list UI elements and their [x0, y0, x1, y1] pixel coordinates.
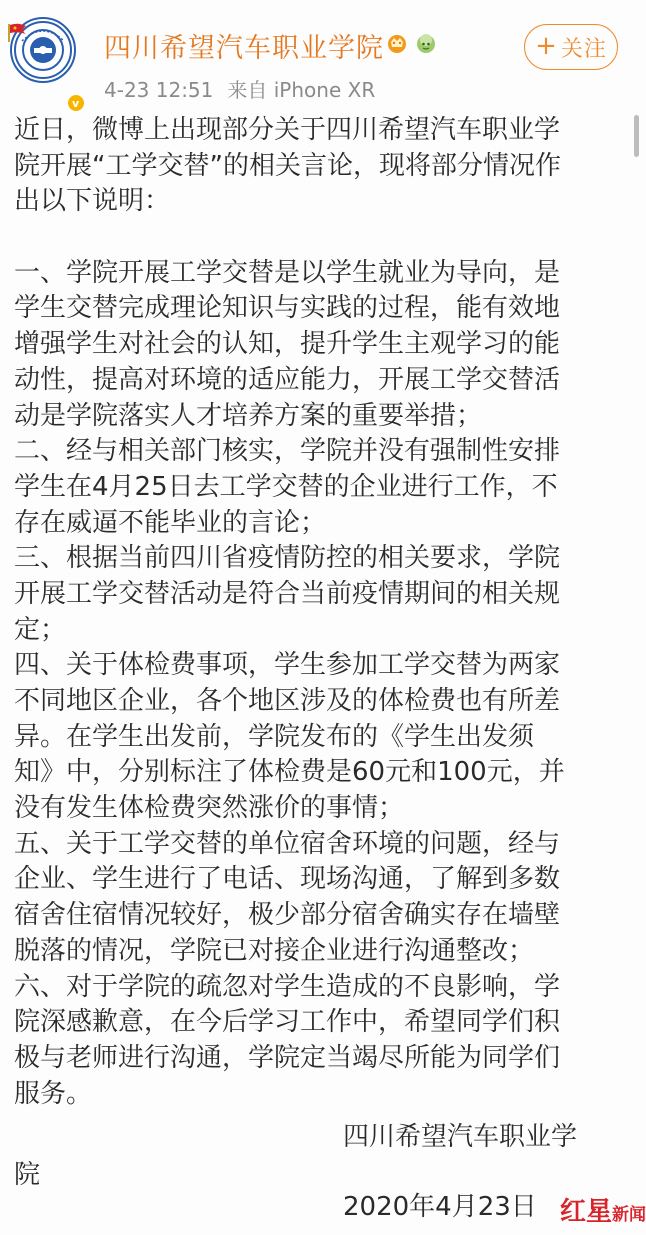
follow-label: 关注: [560, 36, 607, 62]
scrollbar[interactable]: [634, 115, 639, 157]
body-line: 没有发生体检费突然涨价的事情；: [14, 793, 405, 824]
body-line: 动性，提高对环境的适应能力，开展工学交替活: [14, 364, 561, 395]
signature-date: 2020年4月23日: [343, 1192, 537, 1222]
svg-text:v: v: [72, 97, 80, 110]
plus-icon: +: [535, 31, 558, 61]
body-line: 六、对于学院的疏忽对学生造成的不良影响，学: [14, 971, 561, 1002]
body-line: 增强学生对社会的认知，提升学生主观学习的能: [14, 329, 561, 360]
body-line: 学生交替完成理论知识与实践的过程，能有效地: [14, 293, 561, 324]
body-line: 院深感歉意，在今后学习工作中，希望同学们积: [14, 1007, 561, 1038]
author-name[interactable]: 四川希望汽车职业学院: [104, 33, 384, 64]
verified-badge-icon: [66, 93, 86, 113]
post-body: [14, 113, 620, 1112]
body-line: 动是学院落实人才培养方案的重要举措；: [14, 400, 483, 431]
body-line: 四、关于体检费事项，学生参加工学交替为两家: [14, 650, 561, 681]
body-line: 三、根据当前四川省疫情防控的相关要求，学院: [14, 543, 561, 574]
watermark-part1: 红星: [560, 1197, 613, 1227]
body-line: 二、经与相关部门核实，学院并没有强制性安排: [14, 436, 561, 467]
body-line: 不同地区企业，各个地区涉及的体检费也有所差: [14, 686, 561, 716]
body-line: 院开展“工学交替”的相关言论，现将部分情况作: [14, 150, 561, 181]
fan-badge-icon: [415, 32, 437, 54]
signature-org: 四川希望汽车职业学: [343, 1122, 578, 1152]
post-source: 来自 iPhone XR: [227, 78, 376, 102]
signature-org-cont: 院: [14, 1160, 41, 1190]
body-line: 开展工学交替活动是符合当前疫情期间的相关规: [14, 578, 561, 609]
body-line: 五、关于工学交替的单位宿舍环境的问题，经与: [14, 828, 561, 859]
body-line: 宿舍住宿情况较好，极少部分宿舍确实存在墙壁: [14, 900, 561, 931]
post-timestamp: 4-23 12:51: [104, 78, 214, 102]
body-line: [14, 220, 620, 256]
body-line: 一、学院开展工学交替是以学生就业为导向，是: [14, 257, 561, 288]
body-line: 定；: [14, 614, 67, 645]
flag-icon: [6, 22, 30, 44]
post-header: [0, 0, 641, 110]
body-line: 异。在学生出发前，学院发布的《学生出发须: [14, 721, 535, 752]
post-meta: [104, 74, 375, 103]
follow-button[interactable]: [524, 24, 618, 70]
body-line: 出以下说明：: [14, 186, 171, 217]
body-line: 存在威逼不能毕业的言论；: [14, 507, 327, 538]
body-line: 企业、学生进行了电话、现场沟通，了解到多数: [14, 864, 561, 895]
body-line: 学生在4月25日去工学交替的企业进行工作，不: [14, 471, 558, 502]
body-line: 脱落的情况，学院已对接企业进行沟通整改；: [14, 935, 535, 966]
watermark-logo: [560, 1191, 646, 1228]
body-line: 近日，微博上出现部分关于四川希望汽车职业学: [14, 115, 561, 145]
vip-crown-icon: [386, 32, 408, 54]
body-line: 服务。: [14, 1078, 93, 1109]
body-line: 极与老师进行沟通，学院定当竭尽所能为同学们: [14, 1042, 561, 1073]
watermark-part2: 新闻: [612, 1205, 646, 1225]
body-line: 知》中，分别标注了体检费是60元和100元，并: [14, 757, 565, 788]
